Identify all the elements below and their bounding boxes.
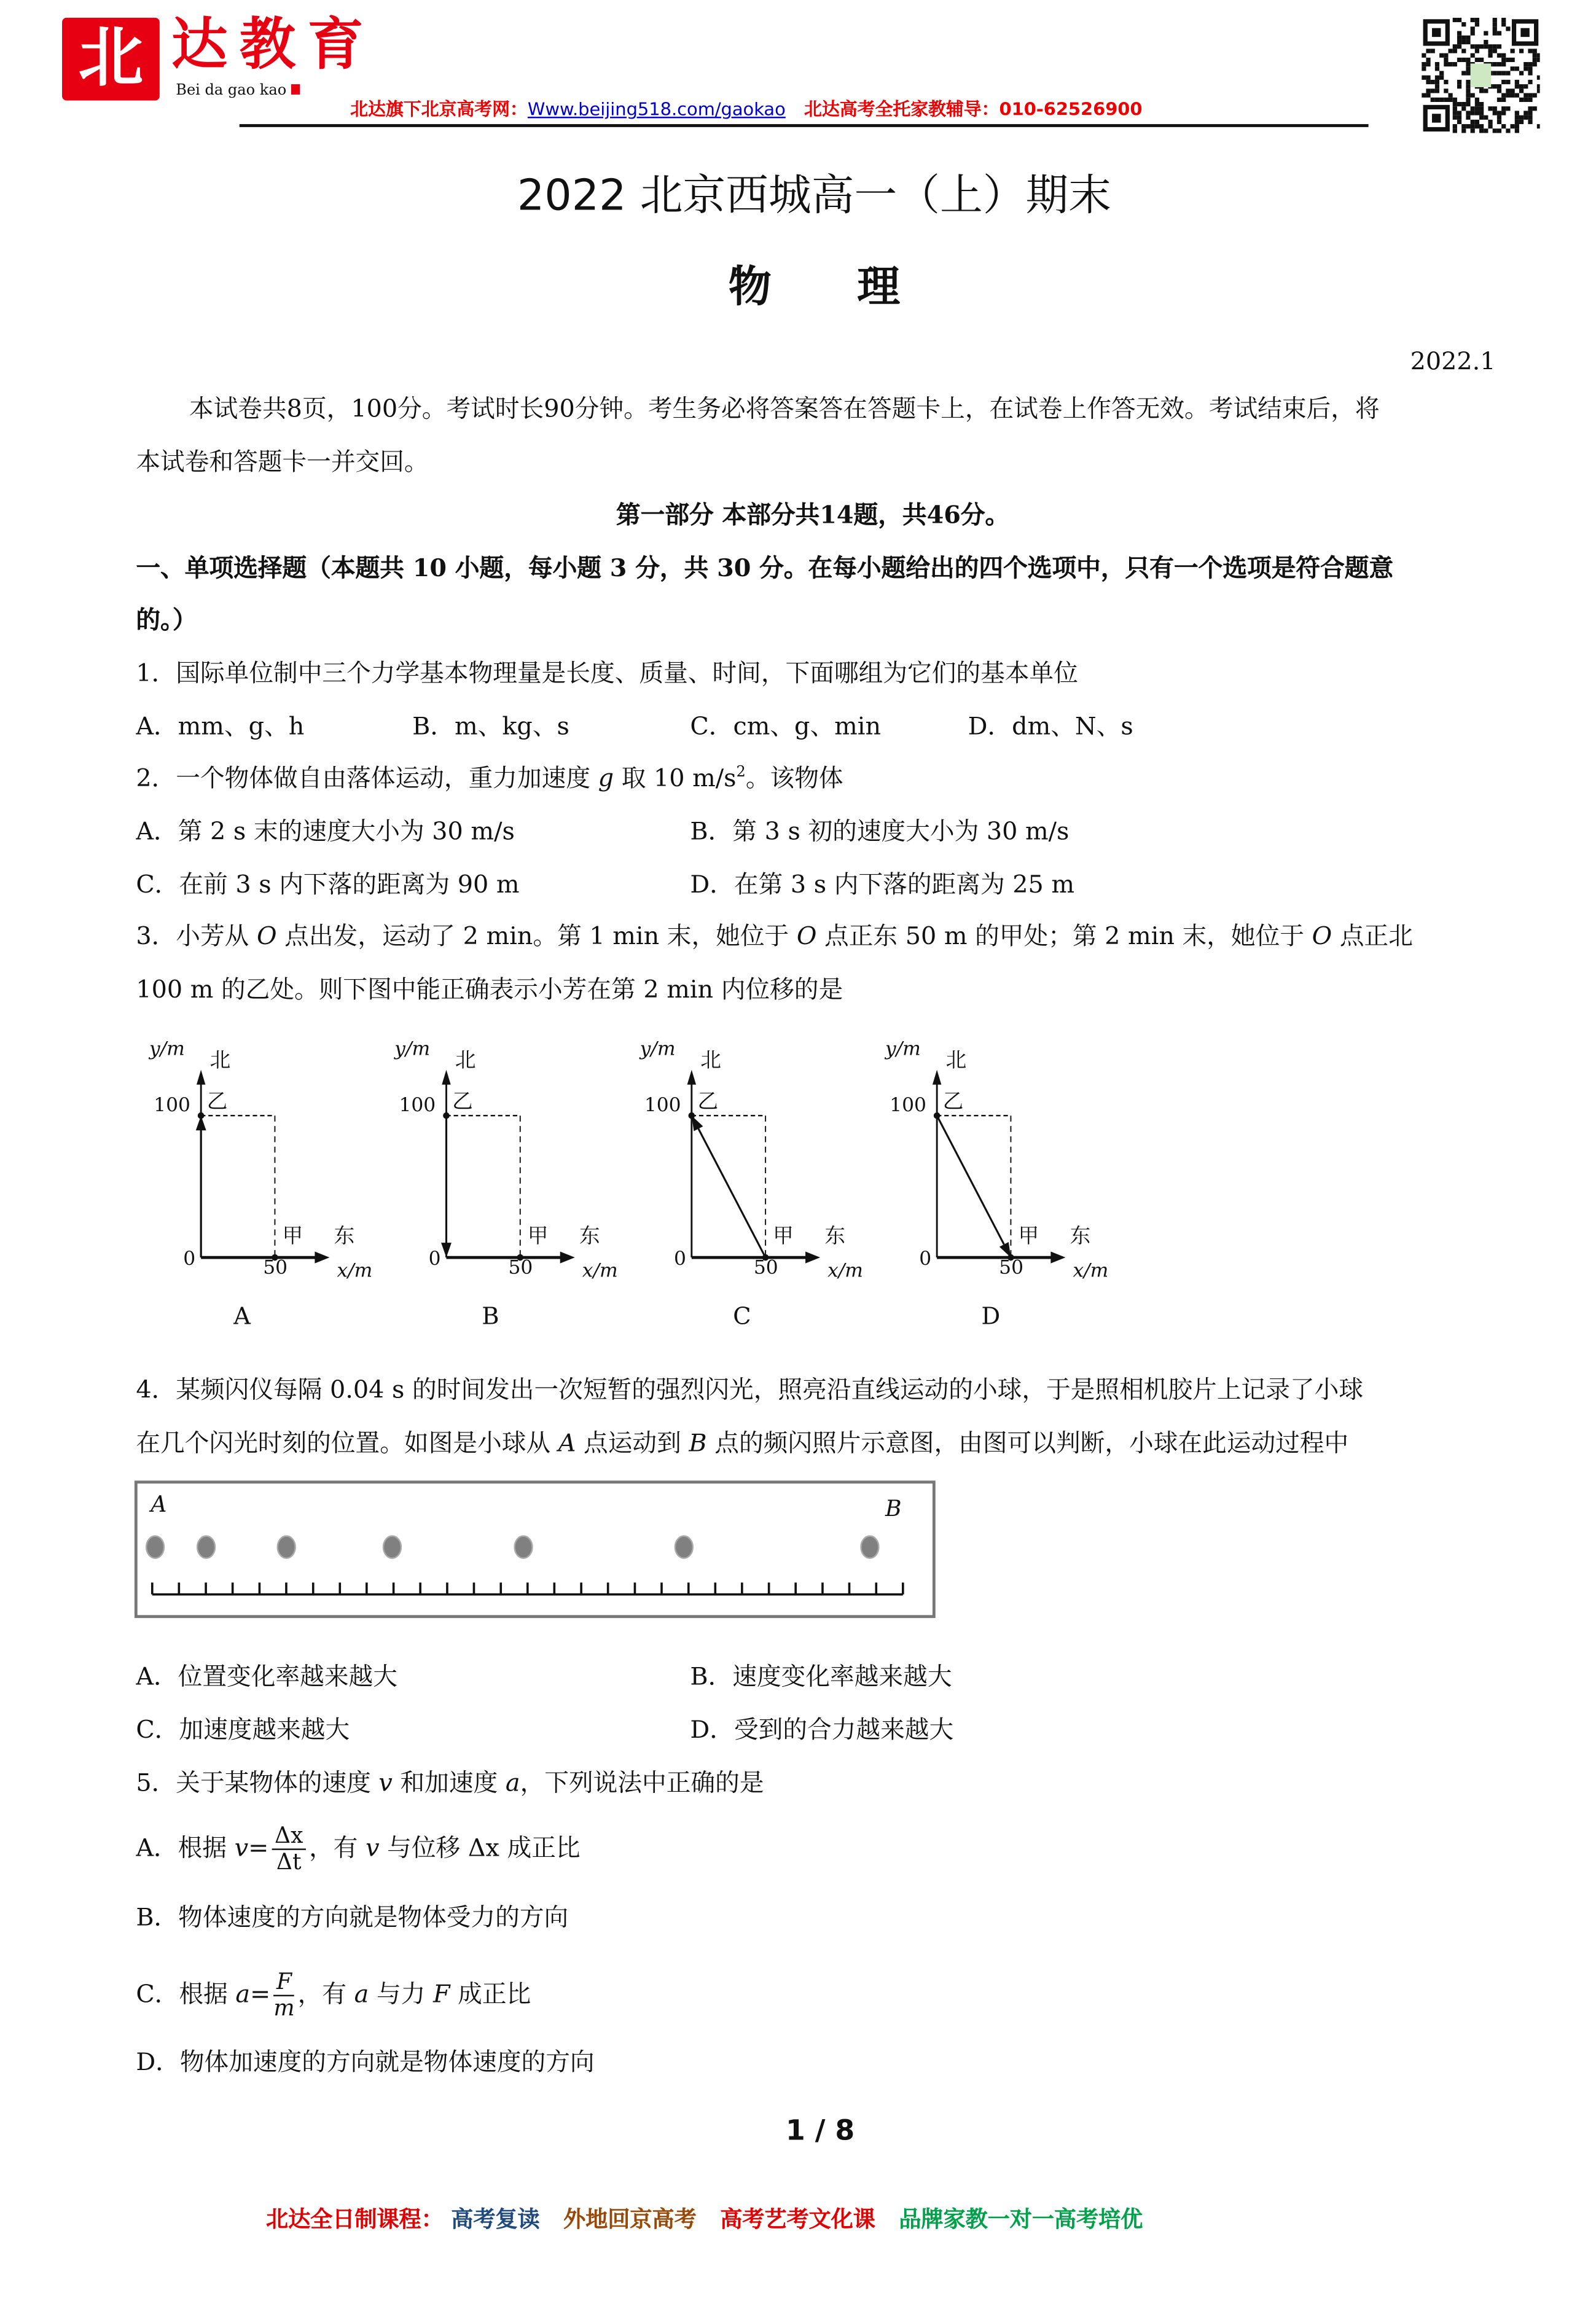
q3-l1b: 点出发，运动了 2 min。第 1 min 末，她位于 [276, 922, 797, 950]
point-yi-label: 乙 [697, 1090, 719, 1114]
q4-option-a: A．位置变化率越来越大 [136, 1662, 397, 1691]
q2-stem-a: 2．一个物体做自由落体运动，重力加速度 [136, 764, 598, 792]
q5c-lead: C．根据 [136, 1980, 236, 2009]
q4-stem-1: 4．某频闪仪每隔 0.04 s 的时间发出一次短暂的强烈闪光，照亮沿直线运动的小球，于是照相机胶片上记录了小球 [136, 1375, 1364, 1404]
q2-stem-b: 取 10 m/s [614, 764, 737, 792]
q3-o3: O [1312, 922, 1332, 950]
intro-line-2: 本试卷和答题卡一并交回。 [136, 447, 429, 476]
east-label: 东 [334, 1225, 355, 1249]
q5c-fraction [273, 1970, 295, 2022]
footer-courses [266, 2206, 1167, 2233]
q5-a: 5．关于某物体的速度 [136, 1768, 379, 1797]
east-label: 东 [579, 1225, 600, 1249]
q5c-eq: a= [235, 1980, 271, 2009]
point-jia-label: 甲 [282, 1225, 303, 1249]
ruler [152, 1582, 903, 1594]
q5-v: v [378, 1768, 393, 1797]
q3-l1c: 点正东 50 m 的甲处；第 2 min 末，她位于 [816, 922, 1312, 950]
q1-stem: 1．国际单位制中三个力学基本物理量是长度、质量、时间，下面哪组为它们的基本单位 [136, 658, 1078, 687]
north-label: 北 [700, 1049, 721, 1073]
site-label: 北达旗下北京高考网： [350, 99, 528, 120]
q2-stem-c: 。该物体 [745, 764, 843, 792]
y-axis-label: y/m [640, 1039, 676, 1061]
strobe-label-a: A [151, 1491, 167, 1518]
part-title: 第一部分 本部分共14题，共46分。 [616, 501, 1010, 529]
tick-0: 0 [919, 1248, 932, 1271]
tick-0: 0 [428, 1248, 441, 1271]
q4-l2b: 点运动到 [576, 1429, 689, 1457]
q5c-end: 成正比 [450, 1980, 531, 2009]
q5-b: 和加速度 [392, 1768, 506, 1797]
tick-100: 100 [644, 1095, 681, 1117]
site-link[interactable]: Www.beijing518.com/gaokao [527, 99, 786, 120]
q5c-num: F [273, 1970, 295, 1996]
point-yi-label: 乙 [452, 1090, 473, 1114]
q5a-fraction [272, 1824, 306, 1875]
tick-100: 100 [154, 1095, 190, 1117]
q1-option-d: D．dm、N、s [968, 712, 1133, 741]
q5-option-a [136, 1824, 580, 1875]
footer-course-2[interactable]: 高考艺考文化课 [720, 2206, 875, 2233]
ball-2 [278, 1536, 295, 1558]
q5a-eq: v= [234, 1834, 269, 1862]
tick-100: 100 [890, 1095, 926, 1117]
point-yi-label: 乙 [206, 1090, 228, 1114]
page-title: 2022 北京西城高一（上）期末 [517, 170, 1112, 221]
q2-option-d: D．在第 3 s 内下落的距离为 25 m [690, 870, 1075, 899]
x-axis-label: x/m [827, 1260, 863, 1283]
ball-0 [146, 1536, 164, 1558]
q2-sup: 2 [736, 764, 746, 781]
tick-100: 100 [399, 1095, 436, 1117]
footer-label: 北达全日制课程： [266, 2206, 444, 2233]
q2-option-a: A．第 2 s 末的速度大小为 30 m/s [136, 817, 515, 846]
q2-option-c: C．在前 3 s 内下落的距离为 90 m [136, 870, 520, 899]
q4-l2a: 在几个闪光时刻的位置。如图是小球从 [136, 1429, 558, 1457]
q2-option-b: B．第 3 s 初的速度大小为 30 m/s [690, 817, 1070, 846]
q4-b: B [689, 1429, 707, 1457]
graph-option-label: A [233, 1302, 251, 1330]
east-label: 东 [824, 1225, 846, 1249]
east-label: 东 [1070, 1225, 1091, 1249]
section-line-1: 一、单项选择题（本题共 10 小题，每小题 3 分，共 30 分。在每小题给出的四个选项中，只有一个选项是符合题意 [136, 554, 1394, 582]
q5c-f: F [432, 1980, 450, 2009]
tick-0: 0 [183, 1248, 196, 1271]
section-line-2: 的。） [136, 606, 197, 635]
q3-o2: O [796, 922, 817, 950]
point-yi-label: 乙 [942, 1090, 964, 1114]
ball-6 [861, 1536, 879, 1558]
q5-option-c [136, 1970, 531, 2022]
x-axis-label: x/m [1073, 1260, 1109, 1283]
q3-l1d: 点正北 [1332, 922, 1413, 950]
y-axis-label: y/m [394, 1039, 431, 1061]
q5c-mid: ，有 [297, 1980, 354, 2009]
ball-5 [675, 1536, 693, 1558]
y-axis-label: y/m [885, 1039, 921, 1061]
tutor-label: 北达高考全托家教辅导：010-62526900 [804, 99, 1143, 120]
q4-option-d: D．受到的合力越来越大 [690, 1715, 954, 1744]
q4-option-c: C．加速度越来越大 [136, 1715, 350, 1744]
q5-acc: a [505, 1768, 520, 1797]
north-label: 北 [209, 1049, 231, 1073]
page-number: 1 / 8 [786, 2114, 855, 2147]
tick-50: 50 [263, 1257, 288, 1280]
strobe-label-b: B [885, 1495, 902, 1522]
q3-o1: O [256, 922, 277, 950]
q5-option-b: B．物体速度的方向就是物体受力的方向 [136, 1903, 569, 1932]
intro-line-1: 本试卷共8页，100分。考试时长90分钟。考生务必将答案答在答题卡上，在试卷上作答无效。考试结束后，将 [189, 394, 1380, 423]
graph-option-label: B [482, 1302, 499, 1330]
q5-stem [136, 1767, 764, 1800]
tick-0: 0 [673, 1248, 686, 1271]
q4-l2c: 点的频闪照片示意图，由图可以判断，小球在此运动过程中 [706, 1429, 1349, 1457]
logo-text: 达教育 [171, 10, 376, 77]
q5-option-d: D．物体加速度的方向就是物体速度的方向 [136, 2048, 595, 2076]
q5c-den: m [273, 1994, 295, 2022]
q4-a: A [558, 1429, 576, 1457]
ball-4 [515, 1536, 533, 1558]
q5a-mid: ，有 [309, 1834, 366, 1862]
footer-course-3[interactable]: 品牌家教一对一高考培优 [899, 2206, 1143, 2233]
x-axis-label: x/m [582, 1260, 618, 1283]
q5-c: ，下列说法中正确的是 [520, 1768, 764, 1797]
q3-stem-2: 100 m 的乙处。则下图中能正确表示小芳在第 2 min 内位移的是 [136, 975, 843, 1004]
point-jia-label: 甲 [1018, 1225, 1039, 1249]
q5a-den: Δt [276, 1848, 302, 1875]
footer-course-0[interactable]: 高考复读 [451, 2206, 540, 2233]
exam-date: 2022.1 [1410, 347, 1496, 376]
x-axis-label: x/m [337, 1260, 373, 1283]
footer-course-1[interactable]: 外地回京高考 [563, 2206, 697, 2233]
q5a-end: 与位移 Δx 成正比 [379, 1834, 581, 1862]
ball-1 [197, 1536, 215, 1558]
tick-50: 50 [753, 1257, 778, 1280]
q5a-num: Δx [272, 1824, 306, 1850]
north-label: 北 [945, 1049, 967, 1073]
tick-50: 50 [999, 1257, 1023, 1280]
q5a-lead: A．根据 [136, 1834, 235, 1862]
q5a-v: v [366, 1834, 380, 1862]
logo: 北 [62, 18, 160, 101]
q1-option-c: C．cm、g、min [690, 712, 882, 741]
ball-3 [383, 1536, 401, 1558]
q3-l1a: 3．小芳从 [136, 922, 257, 950]
q4-option-b: B．速度变化率越来越大 [690, 1662, 952, 1691]
point-jia-label: 甲 [773, 1225, 794, 1249]
q5c-mid2: 与力 [369, 1980, 433, 2009]
q1-option-a: A．mm、g、h [136, 712, 305, 741]
tick-50: 50 [508, 1257, 533, 1280]
north-label: 北 [455, 1049, 476, 1073]
y-axis-label: y/m [149, 1039, 185, 1061]
q5c-a: a [354, 1980, 369, 2009]
q2-g: g [598, 764, 614, 792]
logo-pinyin-text: Bei da gao kao [176, 82, 287, 100]
point-jia-label: 甲 [527, 1225, 549, 1249]
graph-option-label: D [981, 1302, 1001, 1330]
graph-option-label: C [733, 1302, 751, 1330]
q1-option-b: B．m、kg、s [412, 712, 569, 741]
subject-title: 物 理 [728, 261, 901, 312]
